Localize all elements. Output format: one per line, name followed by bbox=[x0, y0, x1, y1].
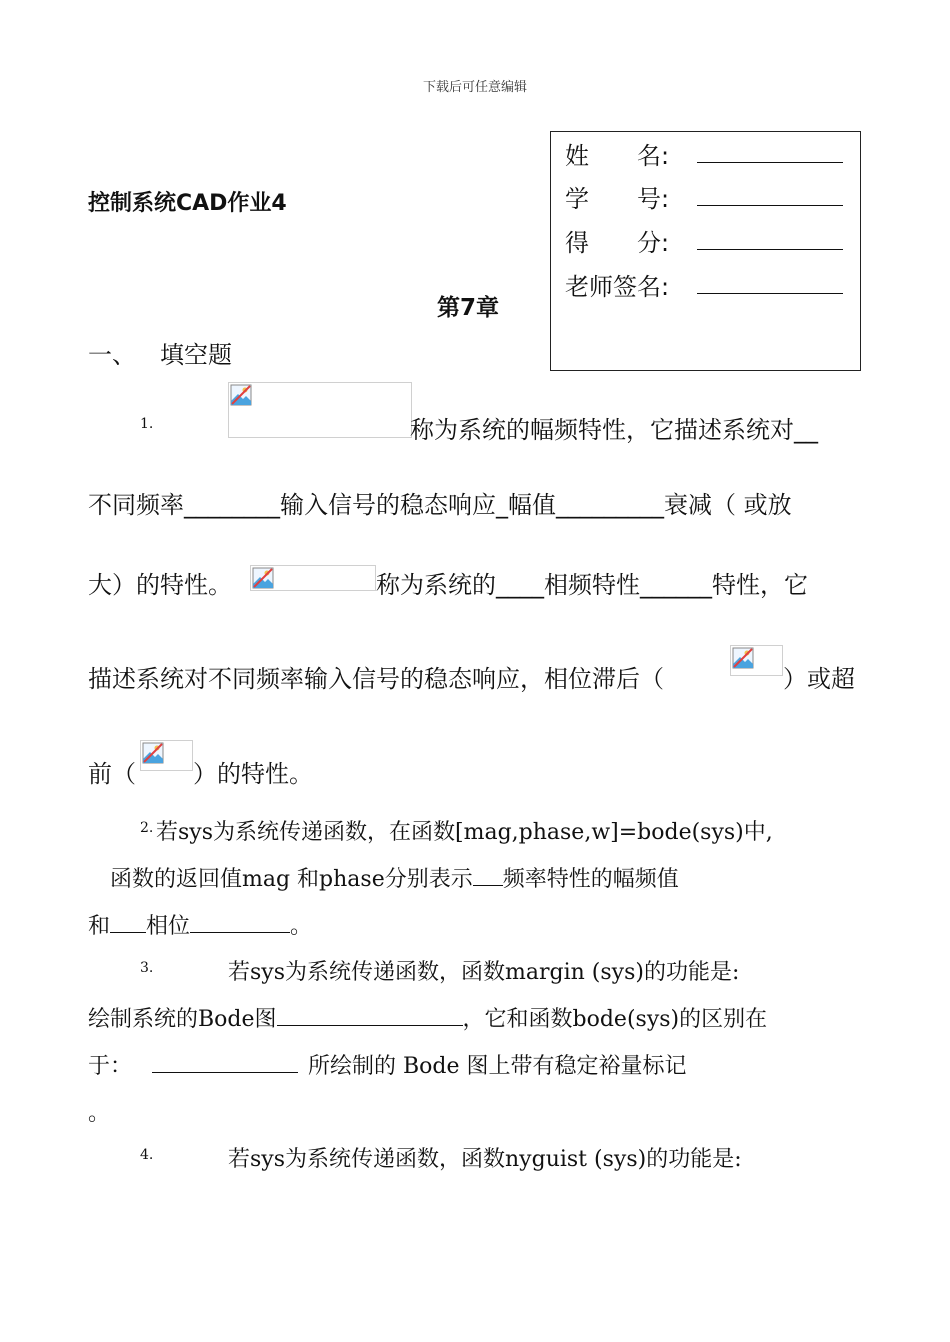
name-blank[interactable] bbox=[697, 162, 843, 163]
q2-line-2-text: 函数的返回值mag 和phase分别表示 bbox=[110, 867, 473, 892]
teacher-signature-label: 老师签名: bbox=[565, 273, 670, 301]
q1-line-5a: 前（ bbox=[88, 760, 136, 788]
q2-line-3-a: 和 bbox=[88, 914, 111, 939]
q3-number: 3. bbox=[140, 960, 154, 976]
q3-line-2-b: ，它和函数bode(sys)的区别在 bbox=[462, 1007, 768, 1032]
teacher-signature-row bbox=[565, 267, 675, 302]
q3-line-3 bbox=[88, 1049, 687, 1080]
section-heading bbox=[88, 335, 232, 370]
student-id-label: 学 号: bbox=[565, 185, 670, 213]
q3-line-1: 若sys为系统传递函数，函数margin (sys)的功能是: bbox=[228, 960, 740, 985]
section-number: 一、 bbox=[88, 341, 136, 369]
score-blank[interactable] bbox=[697, 249, 843, 250]
q2-line-2-answer: 频率特性的幅频值 bbox=[502, 867, 679, 892]
q1-number: 1. bbox=[140, 416, 154, 432]
q1-line-4a: 描述系统对不同频率输入信号的稳态响应，相位滞后（ bbox=[88, 665, 664, 693]
student-id-blank[interactable] bbox=[697, 205, 843, 206]
score-row bbox=[565, 223, 675, 258]
q3-line-4: 。 bbox=[88, 1101, 111, 1126]
q2-line-3-c: 。 bbox=[290, 914, 313, 939]
document-title: 控制系统CAD作业4 bbox=[88, 191, 287, 216]
broken-image-icon bbox=[252, 567, 274, 589]
q1-line-3a: 大）的特性。 bbox=[88, 571, 232, 599]
q3-line-3-b: 所绘制的 Bode 图上带有稳定裕量标记 bbox=[308, 1054, 687, 1079]
q1-line-3b: 称为系统的____相频特性______特性，它 bbox=[376, 571, 808, 599]
q2-line-3-b: 相位 bbox=[146, 914, 191, 939]
q1-line-4b: ）或超 bbox=[783, 665, 855, 693]
q1-formula-image-1 bbox=[228, 382, 412, 438]
q1-formula-image-3 bbox=[730, 645, 783, 676]
student-info-box bbox=[550, 131, 861, 371]
student-id-row bbox=[565, 179, 675, 214]
q1-line-2: 不同频率________输入信号的稳态响应_幅值_________衰减（ 或放 bbox=[88, 491, 792, 519]
q1-line-1: 称为系统的幅频特性，它描述系统对__ bbox=[410, 416, 818, 444]
broken-image-icon bbox=[230, 384, 252, 406]
name-row bbox=[565, 136, 675, 171]
q3-line-2 bbox=[88, 1002, 767, 1033]
q3-line-2-a: 绘制系统的Bode图 bbox=[88, 1007, 277, 1032]
q1-formula-image-4 bbox=[140, 740, 193, 771]
page-header-note: 下载后可任意编辑 bbox=[422, 80, 527, 95]
q2-number: 2. bbox=[140, 820, 154, 836]
q3-line-3-a: 于： bbox=[88, 1054, 133, 1079]
q4-number: 4. bbox=[140, 1147, 154, 1163]
teacher-signature-blank[interactable] bbox=[697, 293, 843, 294]
score-label: 得 分: bbox=[565, 229, 670, 257]
q2-line-3 bbox=[88, 909, 312, 940]
broken-image-icon bbox=[732, 647, 754, 669]
q4-line-1: 若sys为系统传递函数，函数nyguist (sys)的功能是: bbox=[228, 1147, 742, 1172]
q2-line-2 bbox=[110, 862, 679, 893]
broken-image-icon bbox=[142, 742, 164, 764]
name-label: 姓 名: bbox=[565, 142, 670, 170]
section-title: 填空题 bbox=[160, 341, 232, 369]
q1-formula-image-2 bbox=[250, 565, 376, 591]
q1-line-5b: ）的特性。 bbox=[193, 760, 313, 788]
chapter-heading: 第7章 bbox=[437, 295, 500, 321]
q2-line-1: 若sys为系统传递函数，在函数[mag,phase,w]=bode(sys)中, bbox=[156, 820, 773, 845]
